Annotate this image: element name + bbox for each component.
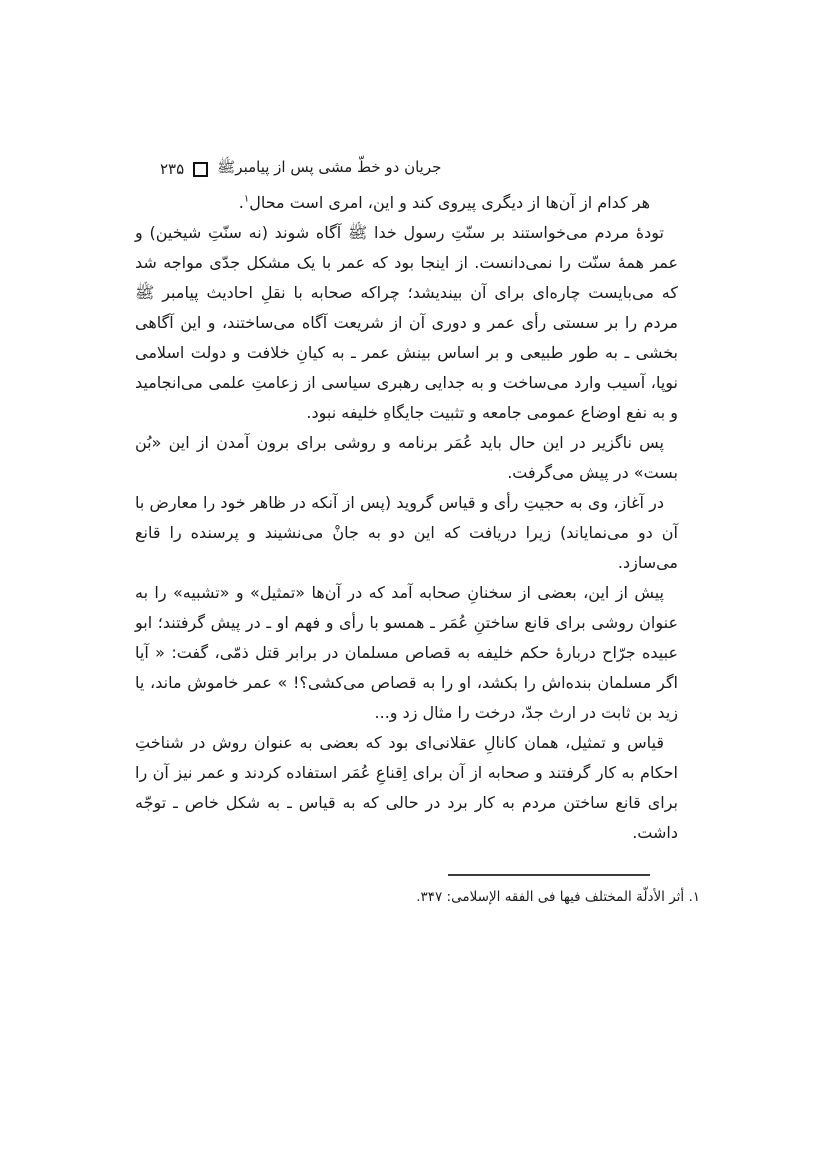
footnote-marker: ۱ (243, 193, 250, 205)
body-paragraph: قیاس و تمثیل، همان کانالِ عقلانی‌ای بود که بعضی به عنوان روش در شناختِ احکام به کار گرفتند و صحابه از آن برای اِقناعِ عُمَر استفاده کردند و عمر نیز آن را برای قانع ساختن مردم به کار برد در حالی که به قیاس ـ به شکل خاص ـ توجّه داشت. (135, 733, 678, 842)
body-paragraph: پیش از این، بعضی از سخنانِ صحابه آمد که در آن‌ها «تمثیل» و «تشبیه» را به عنوان روشی برای قانع ساختنِ عُمَر ـ همسو با رأی و فهم او ـ در پیش گرفتند؛ ابو عبیده جرّاح دربارهٔ حکم خلیفه به قصاص مسلمان در برابر قتل ذمّی، گفت: « آیا اگر مسلمان بنده‌اش را بکشد، او را به قصاص می‌کشی؟! » عمر خاموش ماند، یا زید بن ثابت در ارث جدّ، درخت را مثال زد و... (135, 583, 678, 722)
page-number: ۲۳۵ (160, 160, 185, 178)
body-paragraph: پس ناگزیر در این حال باید عُمَر برنامه و روشی برای برون آمدن از این «بُن بست» در پیش می‌گرفت. (135, 433, 678, 482)
body-text-block (135, 188, 678, 848)
footnote: ۱. أثر الأدلّة المختلف فیها فی الفقه الإسلامی: ۳۴۷. (416, 889, 700, 905)
hollow-square-icon (193, 162, 208, 177)
body-paragraph: هر کدام از آن‌ها از دیگری پیروی کند و این، امری است محال$^۱$. (238, 193, 650, 212)
running-header (160, 158, 441, 180)
body-paragraph: در آغاز، وی به حجیتِ رأی و قیاس گروید (پس از آنکه در ظاهر خود را معارض با آن دو می‌نمایاند) زیرا دریافت که این دو به جانْ می‌نشیند و پرسنده را قانع می‌سازد. (135, 493, 678, 572)
body-paragraph: تودهٔ مردم می‌خواستند بر سنّتِ رسول خدا ﷺ آگاه شوند (نه سنّتِ شیخین) و عمر همهٔ سنّت را نمی‌دانست. از اینجا بود که عمر با یک مشکل جدّی مواجه شد که می‌بایست چاره‌ای برای آن بیندیشد؛ چراکه صحابه با نقلِ احادیث پیامبر ﷺ مردم را بر سستی رأی عمر و دوری آن از شریعت آگاه می‌ساختند، و این آگاهی بخشی ـ به طور طبیعی و بر اساس بینش عمر ـ به کیانِ خلافت و دولت اسلامی نوپا، آسیب وارد می‌ساخت و به جدایی رهبری سیاسی از زعامتِ علمی می‌انجامید و به نفع اوضاع عمومی جامعه و تثبیت جایگاهِ خلیفه نبود. (135, 223, 678, 422)
header-title: جریان دو خطّ مشی پس از پیامبرﷺ (217, 158, 442, 176)
footnote-rule (448, 874, 650, 876)
